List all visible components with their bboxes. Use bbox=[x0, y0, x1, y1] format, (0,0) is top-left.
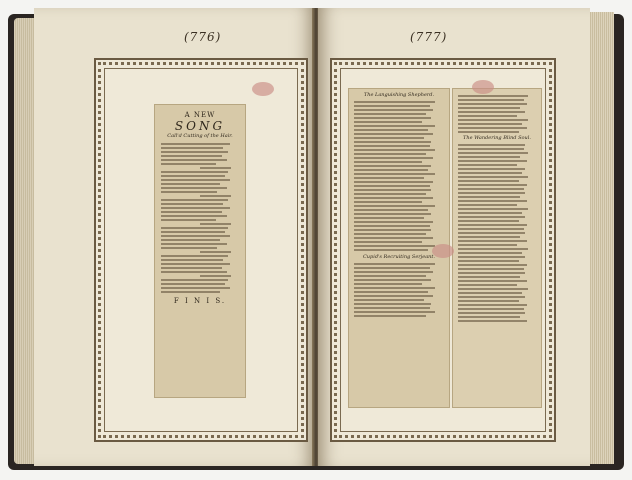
right-column-title: The Wandering Blind Soul. bbox=[463, 135, 531, 141]
page-edges-right bbox=[590, 12, 614, 464]
song-heading: A NEW bbox=[184, 111, 216, 119]
middle-song-verses bbox=[349, 263, 449, 317]
song-ending: F I N I S. bbox=[173, 297, 227, 305]
left-column-verses bbox=[349, 101, 449, 251]
right-column-verses-top bbox=[453, 89, 541, 133]
song-subtitle: Call'd Cutting of the Hair. bbox=[167, 133, 233, 139]
library-stamp bbox=[252, 82, 274, 96]
library-stamp-top bbox=[472, 80, 494, 94]
library-stamp-middle bbox=[432, 244, 454, 258]
left-page-border-frame bbox=[94, 58, 308, 442]
right-column-verses bbox=[453, 144, 541, 322]
left-column-title: The Languishing Shepherd. bbox=[363, 92, 435, 98]
right-page-number: (777) bbox=[410, 30, 448, 44]
left-song-sheet bbox=[154, 104, 246, 398]
left-page bbox=[34, 8, 314, 466]
song-title: SONG bbox=[174, 119, 226, 133]
right-page bbox=[318, 8, 590, 466]
page-edges-left bbox=[14, 18, 36, 464]
middle-song-title: Cupid's Recruiting Serjeant. bbox=[362, 254, 435, 260]
right-page-border-frame bbox=[330, 58, 556, 442]
song-verses bbox=[155, 143, 245, 293]
left-page-number: (776) bbox=[184, 30, 222, 44]
right-song-sheet-right bbox=[452, 88, 542, 408]
right-song-sheet-left bbox=[348, 88, 450, 408]
